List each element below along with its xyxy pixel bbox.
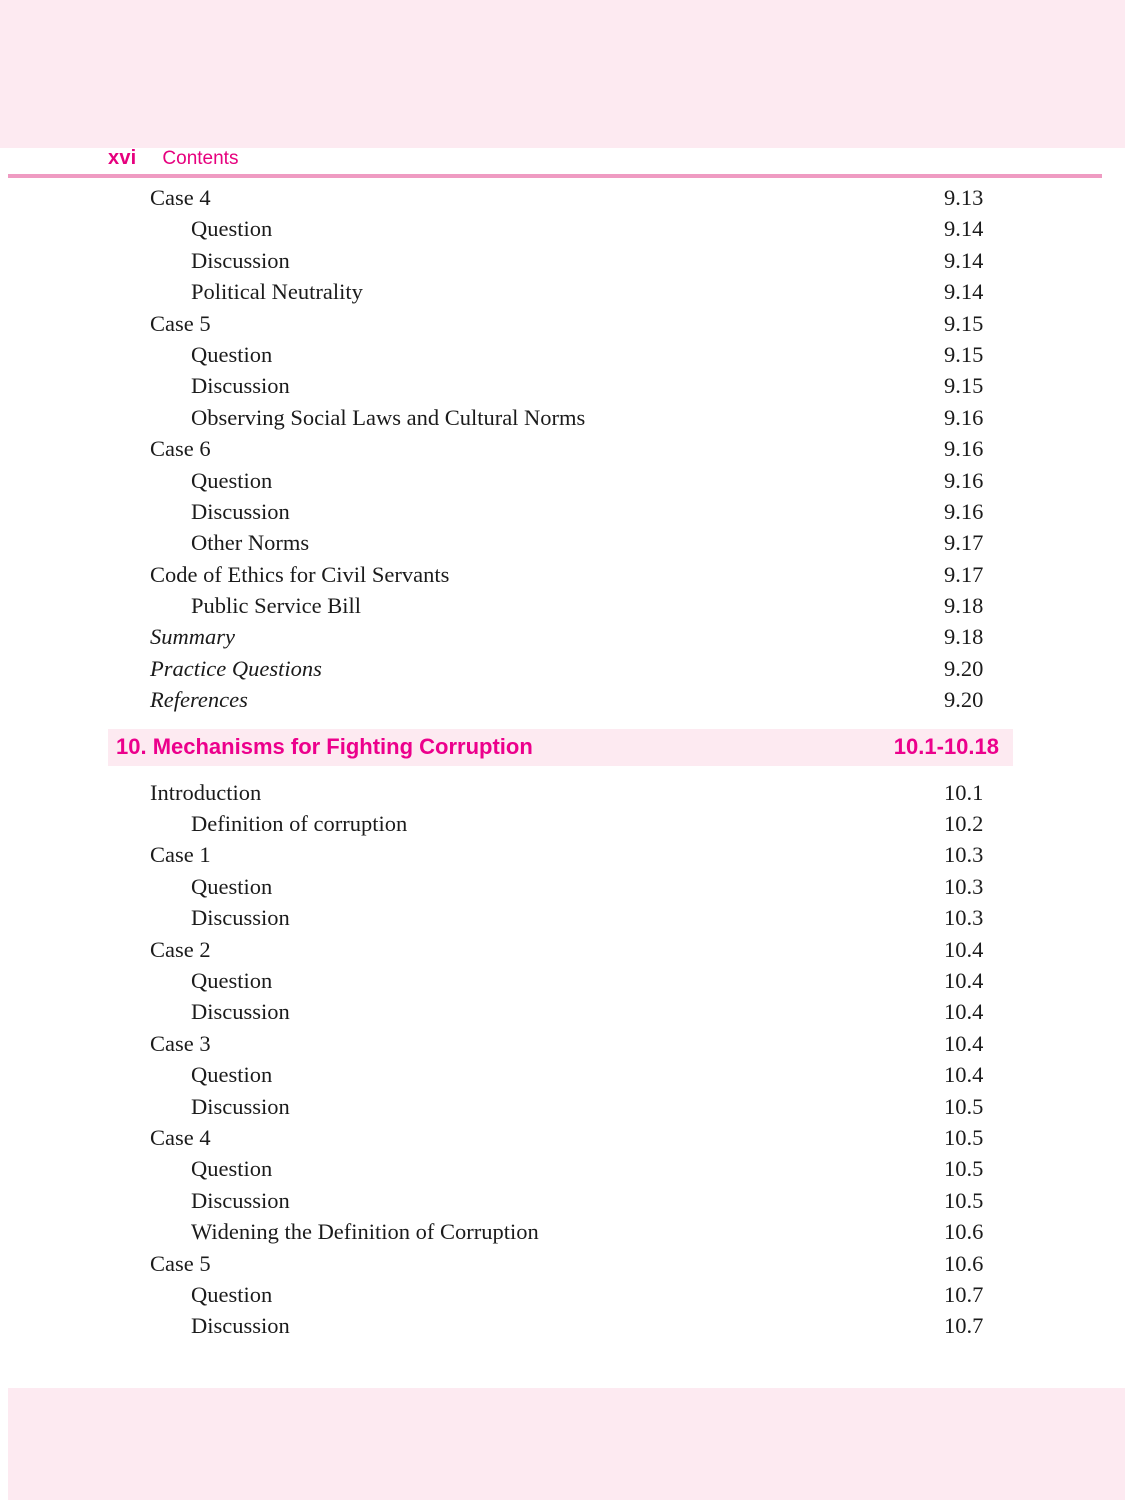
toc-entry-page-number: 9.15 [944,373,984,399]
toc-entry-page-number: 9.14 [944,247,984,273]
toc-entry-label: Discussion [191,498,290,524]
toc-entry-page-number: 9.17 [944,561,984,587]
toc-entry-label: Discussion [191,1313,290,1339]
toc-entry-label: Case 1 [150,842,211,868]
toc-entry-page-number: 9.18 [944,593,984,619]
toc-entry-page-number: 10.7 [944,1313,984,1339]
toc-entry[interactable] [0,308,1125,339]
toc-entry[interactable] [0,902,1125,933]
running-head-title: Contents [162,148,239,169]
toc-entry-page-number: 9.20 [944,655,984,681]
toc-entry-label: Discussion [191,1093,290,1119]
decorative-band-top [0,0,1125,148]
toc-entry[interactable] [0,1279,1125,1310]
toc-entry-label: Discussion [191,999,290,1025]
toc-entry[interactable] [0,1153,1125,1184]
toc-entry[interactable] [0,402,1125,433]
toc-entry-page-number: 9.16 [944,467,984,493]
toc-entry[interactable] [0,527,1125,558]
toc-entry-page-number: 10.6 [944,1250,984,1276]
toc-entry[interactable] [0,276,1125,307]
toc-entry-page-number: 10.1 [944,779,984,805]
toc-entry-page-number: 10.3 [944,842,984,868]
toc-entry-page-number: 10.3 [944,905,984,931]
toc-entry-label: Case 4 [150,185,211,210]
toc-entry-page-number: 9.16 [944,404,984,430]
toc-entry-page-number: 10.5 [944,1093,984,1119]
toc-entry-page-number: 10.3 [944,873,984,899]
toc-entry[interactable] [0,559,1125,590]
toc-entry[interactable] [0,777,1125,808]
toc-entry[interactable] [0,934,1125,965]
toc-entry-label: Practice Questions [150,655,322,681]
toc-entry-page-number: 10.5 [944,1156,984,1182]
toc-entry[interactable] [0,1185,1125,1216]
toc-entry-label: Question [191,873,273,899]
toc-entry-page-number: 10.4 [944,999,984,1025]
toc-entry-label: Question [191,341,273,367]
toc-entry[interactable] [0,213,1125,244]
toc-entry-label: Public Service Bill [191,593,361,619]
toc-entry-label: Introduction [150,779,262,805]
toc-entry[interactable] [0,1091,1125,1122]
toc-entry-label: Political Neutrality [191,279,363,305]
toc-entry-page-number: 9.16 [944,498,984,524]
toc-entry[interactable] [0,590,1125,621]
toc-entry-page-number: 10.2 [944,811,984,837]
toc-entry[interactable] [0,245,1125,276]
toc-entry-page-number: 9.17 [944,530,984,556]
toc-entry[interactable] [0,1028,1125,1059]
toc-entry-page-number: 10.6 [944,1219,984,1245]
toc-entry-label: Summary [150,624,235,650]
toc-entry-page-number: 9.13 [944,185,984,210]
toc-entry[interactable] [0,339,1125,370]
chapter-page-range: 10.1-10.18 [893,734,999,760]
toc-entry[interactable] [0,496,1125,527]
toc-entry-label: Discussion [191,247,290,273]
toc-entry-page-number: 10.7 [944,1281,984,1307]
decorative-band-bottom [8,1388,1125,1500]
toc-entry-page-number: 9.14 [944,279,984,305]
toc-entry-page-number: 9.16 [944,436,984,462]
toc-entry-page-number: 10.4 [944,967,984,993]
toc-entry-page-number: 9.14 [944,216,984,242]
toc-entry-page-number: 10.4 [944,1062,984,1088]
toc-entry-page-number: 10.5 [944,1124,984,1150]
toc-entry-page-number: 9.18 [944,624,984,650]
toc-entry[interactable] [0,433,1125,464]
toc-entry-label: Question [191,1156,273,1182]
toc-entry[interactable] [0,1122,1125,1153]
toc-entry[interactable] [0,653,1125,684]
toc-entry-page-number: 10.5 [944,1187,984,1213]
toc-entry[interactable] [0,684,1125,715]
toc-entry-label: Case 3 [150,1030,211,1056]
toc-entry-label: Observing Social Laws and Cultural Norms [191,404,586,430]
toc-entry[interactable] [0,1248,1125,1279]
toc-entry-label: Definition of corruption [191,811,408,837]
chapter-heading-bar[interactable] [108,729,1013,766]
toc-entry-page-number: 10.4 [944,1030,984,1056]
toc-entry-label: Widening the Definition of Corruption [191,1219,539,1245]
toc-entry[interactable] [0,621,1125,652]
toc-entry-label: Question [191,467,273,493]
toc-entry-label: Discussion [191,373,290,399]
toc-entry[interactable] [0,465,1125,496]
running-header [108,147,1100,175]
toc-entry[interactable] [0,370,1125,401]
toc-entry[interactable] [0,182,1125,213]
toc-entry[interactable] [0,839,1125,870]
toc-entry-label: Case 6 [150,436,211,462]
toc-entry-label: Discussion [191,1187,290,1213]
toc-entry-page-number: 9.15 [944,310,984,336]
toc-entry[interactable] [0,965,1125,996]
toc-list [0,182,1125,1342]
toc-entry-label: Question [191,1281,273,1307]
chapter-title: 10. Mechanisms for Fighting Corruption [116,734,533,760]
toc-entry-label: Question [191,967,273,993]
toc-entry[interactable] [0,808,1125,839]
toc-entry-label: References [150,687,248,713]
toc-entry-label: Case 5 [150,310,211,336]
header-rule [8,174,1102,178]
toc-entry-label: Question [191,216,273,242]
toc-entry[interactable] [0,996,1125,1027]
toc-entry[interactable] [0,1216,1125,1247]
toc-entry-page-number: 10.4 [944,936,984,962]
toc-entry[interactable] [0,1059,1125,1090]
toc-entry-page-number: 9.20 [944,687,984,713]
toc-entry-label: Case 5 [150,1250,211,1276]
toc-entry-label: Discussion [191,905,290,931]
toc-entry-label: Case 4 [150,1124,211,1150]
toc-entry-label: Case 2 [150,936,211,962]
toc-entry-page-number: 9.15 [944,341,984,367]
toc-entry[interactable] [0,871,1125,902]
page-folio: xvi [108,147,137,169]
toc-entry-label: Code of Ethics for Civil Servants [150,561,450,587]
toc-entry-label: Question [191,1062,273,1088]
toc-entry[interactable] [0,1310,1125,1341]
toc-entry-label: Other Norms [191,530,310,556]
